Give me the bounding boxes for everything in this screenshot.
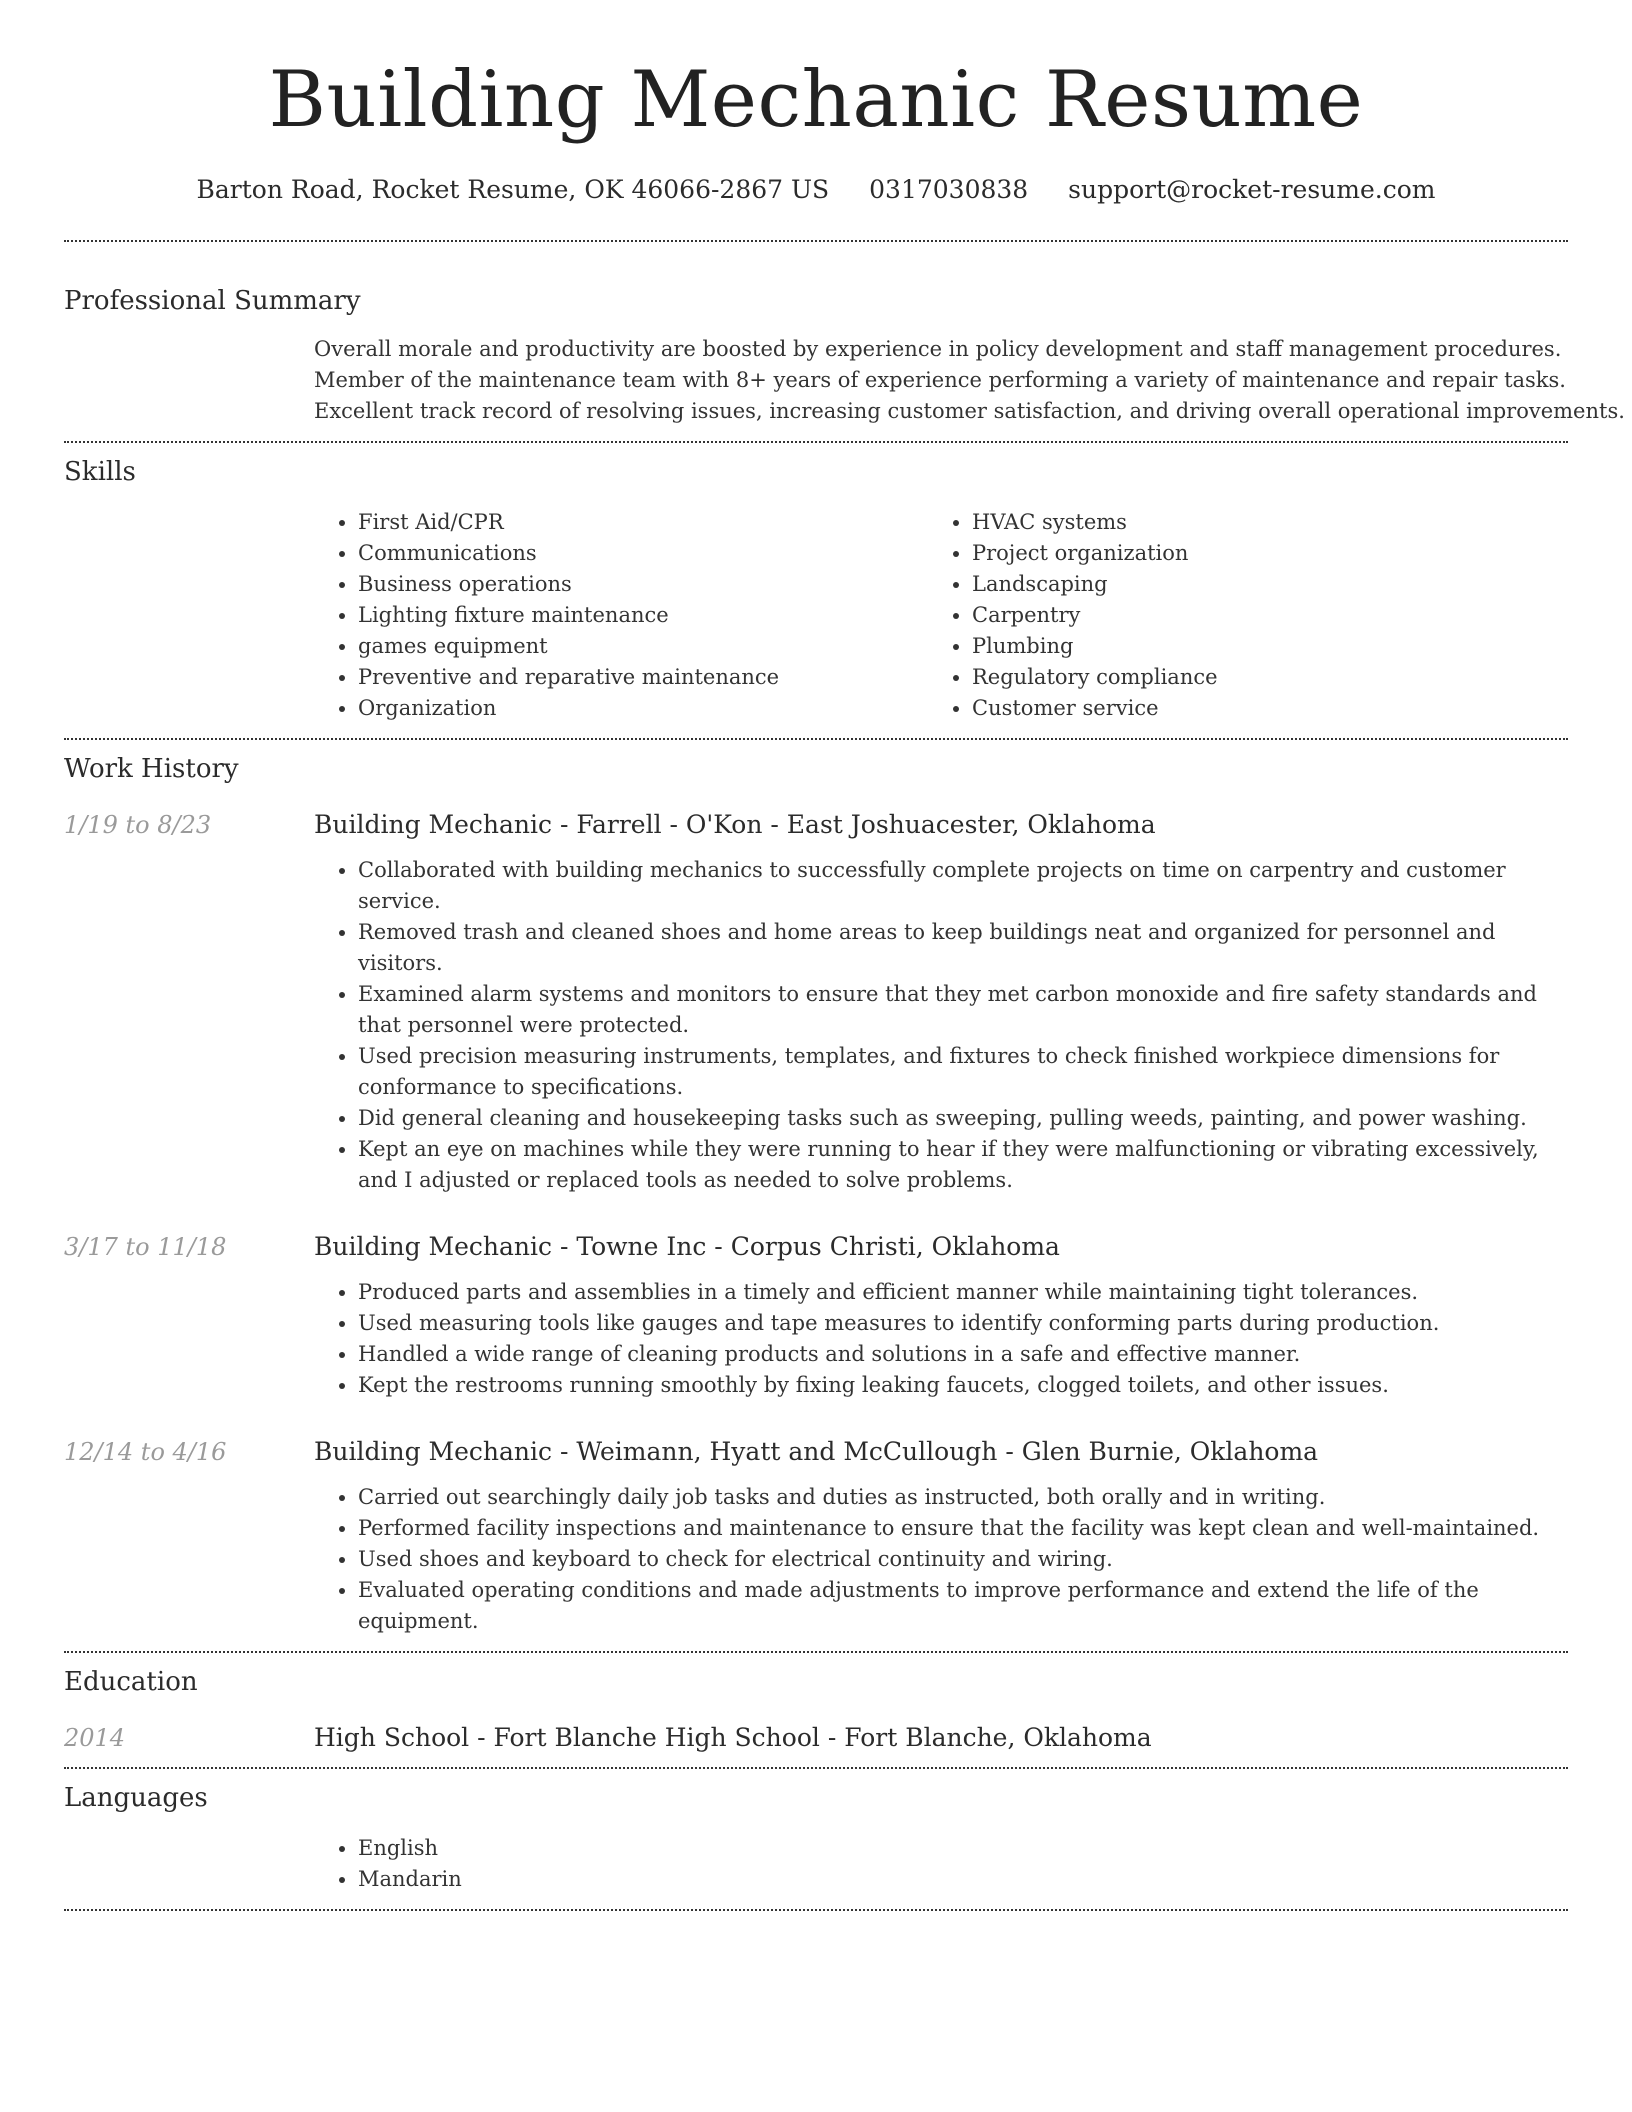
summary-line: Member of the maintenance team with 8+ years of experience performing a variety of maintenance and repair tasks. [314,368,1566,392]
skills-list-right [928,507,1528,724]
job-bullet: • Kept the restrooms running smoothly by fixing leaking faucets, clogged toilets, and other issues. [358,1370,1568,1401]
summary-section [64,284,1625,427]
skill-item: • HVAC systems [972,507,1528,538]
job-bullet: • Removed trash and cleaned shoes and home areas to keep buildings neat and organized for personnel and visitors. [358,917,1568,979]
skill-item: • Customer service [972,693,1528,724]
divider [64,441,1568,443]
contact-address: Barton Road, Rocket Resume, OK 46066-2867 US [196,175,830,204]
language-item: • English [358,1833,1568,1864]
job-heading: Building Mechanic - Towne Inc - Corpus Christi, Oklahoma [314,1232,1060,1261]
skill-item: • Organization [358,693,928,724]
language-item: • Mandarin [358,1864,1568,1895]
job-bullet: • Carried out searchingly daily job tasks and duties as instructed, both orally and in writing. [358,1482,1568,1513]
education-heading: High School - Fort Blanche High School - Fort Blanche, Oklahoma [314,1723,1152,1752]
job-details [314,855,1568,1196]
section-title-summary: Professional Summary [64,286,361,316]
job-dates: 1/19 to 8/23 [64,811,212,839]
divider [64,738,1568,740]
job-bullet: • Performed facility inspections and maintenance to ensure that the facility was kept clean and well-maintained. [358,1513,1568,1544]
job-bullet: • Used measuring tools like gauges and tape measures to identify conforming parts during production. [358,1308,1568,1339]
section-title-languages: Languages [64,1783,208,1813]
education-year: 2014 [64,1724,126,1752]
section-title-skills: Skills [64,457,136,487]
job-bullet: • Produced parts and assemblies in a timely and efficient manner while maintaining tight tolerances. [358,1277,1568,1308]
skill-item: • Plumbing [972,631,1528,662]
job-bullet: • Collaborated with building mechanics to successfully complete projects on time on carpentry and customer service. [358,855,1568,917]
summary-line: Excellent track record of resolving issues, increasing customer satisfaction, and driving overall operational improvements. [314,399,1625,423]
job-dates: 3/17 to 11/18 [64,1233,227,1261]
contact-email: support@rocket-resume.com [1068,175,1436,204]
divider [64,1651,1568,1653]
job-entry [64,1435,1568,1637]
job-bullets [314,1277,1568,1401]
skill-item: • Carpentry [972,600,1528,631]
skill-item: • Landscaping [972,569,1528,600]
job-details [314,1482,1568,1637]
job-bullets [314,855,1568,1196]
skill-item: • Preventive and reparative maintenance [358,662,928,693]
skills-list-left [314,507,928,724]
job-entry [64,808,1568,1196]
skill-item: • Regulatory compliance [972,662,1528,693]
resume-header [64,0,1568,206]
job-bullet: • Kept an eye on machines while they were running to hear if they were malfunctioning or vibrating excessively, and I adjusted or replaced tools as needed to solve problems. [358,1134,1568,1196]
languages-section [64,1781,1568,1895]
job-heading: Building Mechanic - Farrell - O'Kon - East Joshuacester, Oklahoma [314,810,1156,839]
resume-title: Building Mechanic Resume [268,55,1364,145]
job-bullet: • Did general cleaning and housekeeping tasks such as sweeping, pulling weeds, painting, and power washing. [358,1103,1568,1134]
job-dates: 12/14 to 4/16 [64,1438,227,1466]
skills-grid [314,507,1568,724]
skill-item: • First Aid/CPR [358,507,928,538]
divider [64,1909,1568,1911]
job-heading: Building Mechanic - Weimann, Hyatt and McCullough - Glen Burnie, Oklahoma [314,1437,1319,1466]
languages-list [314,1833,1568,1895]
education-entry [64,1721,1568,1755]
summary-line: Overall morale and productivity are boosted by experience in policy development and staff management procedures. [314,337,1562,361]
skill-item: • Business operations [358,569,928,600]
education-section [64,1665,1568,1755]
skill-item: • Project organization [972,538,1528,569]
job-bullet: • Used shoes and keyboard to check for electrical continuity and wiring. [358,1544,1568,1575]
job-bullet: • Examined alarm systems and monitors to ensure that they met carbon monoxide and fire safety standards and that personnel were protected. [358,979,1568,1041]
job-bullets [314,1482,1568,1637]
summary-text [314,334,1625,427]
job-bullet: • Used precision measuring instruments, templates, and fixtures to check finished workpiece dimensions for conformance to specifications. [358,1041,1568,1103]
contact-phone: 0317030838 [869,175,1029,204]
job-bullet: • Evaluated operating conditions and made adjustments to improve performance and extend the life of the equipment. [358,1575,1568,1637]
section-title-work-history: Work History [64,754,239,784]
skill-item: • games equipment [358,631,928,662]
work-history-section [64,752,1568,1637]
job-details [314,1277,1568,1401]
skills-section [64,455,1568,724]
divider [64,1767,1568,1769]
skill-item: • Lighting fixture maintenance [358,600,928,631]
job-bullet: • Handled a wide range of cleaning products and solutions in a safe and effective manner. [358,1339,1568,1370]
skill-item: • Communications [358,538,928,569]
languages-list-wrap [314,1833,1568,1895]
divider [64,240,1568,242]
section-title-education: Education [64,1667,198,1697]
contact-line [64,174,1568,206]
job-entry [64,1230,1568,1401]
